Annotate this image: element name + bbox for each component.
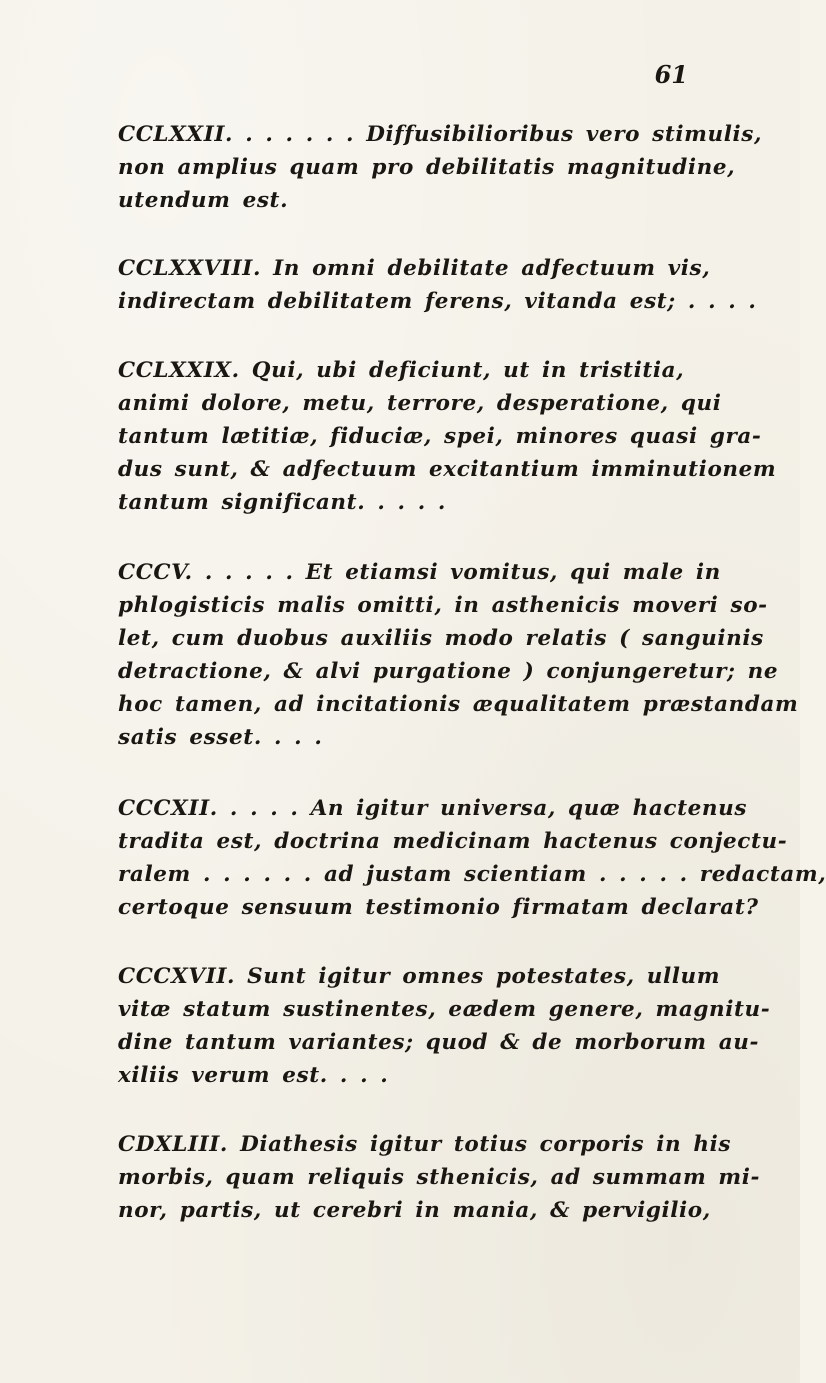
- text-line: detractione, & alvi purgatione ) conjungeretur; ne: [118, 659, 779, 684]
- text-line: CCLXXIX. Qui, ubi deficiunt, ut in tristitia,: [118, 358, 685, 383]
- paragraph-cdxliii: [118, 1128, 761, 1227]
- text-line: utendum est.: [118, 188, 289, 213]
- text-line: phlogisticis malis omitti, in asthenicis moveri so-: [118, 593, 768, 618]
- text-line: xiliis verum est. . . .: [118, 1063, 389, 1088]
- text-line: indirectam debilitatem ferens, vitanda est; . . . .: [118, 289, 757, 314]
- text-line: satis esset. . . .: [118, 725, 323, 750]
- text-line: CCCXVII. Sunt igitur omnes potestates, ullum: [118, 964, 721, 989]
- text-line: vitæ statum sustinentes, eædem genere, magnitu-: [118, 997, 771, 1022]
- text-line: tradita est, doctrina medicinam hactenus conjectu-: [118, 829, 788, 854]
- paragraph-cclxxviii: [118, 252, 757, 318]
- text-line: dus sunt, & adfectuum excitantium imminutionem: [118, 457, 777, 482]
- text-line: certoque sensuum testimonio firmatam declarat?: [118, 895, 759, 920]
- paragraph-cccxii: [118, 792, 826, 924]
- text-line: ralem . . . . . . ad justam scientiam . . . . . redactam,: [118, 862, 826, 887]
- text-line: CDXLIII. Diathesis igitur totius corporis in his: [118, 1132, 732, 1157]
- text-line: let, cum duobus auxiliis modo relatis ( sanguinis: [118, 626, 764, 651]
- text-line: CCCV. . . . . . Et etiamsi vomitus, qui male in: [118, 560, 721, 585]
- paragraph-cccxvii: [118, 960, 771, 1092]
- text-line: animi dolore, metu, terrore, desperatione, qui: [118, 391, 722, 416]
- text-line: morbis, quam reliquis sthenicis, ad summam mi-: [118, 1165, 761, 1190]
- paragraph-cccv: [118, 556, 799, 754]
- text-line: CCCXII. . . . . An igitur universa, quæ hactenus: [118, 796, 748, 821]
- text-line: CCLXXVIII. In omni debilitate adfectuum vis,: [118, 256, 711, 281]
- text-line: dine tantum variantes; quod & de morborum au-: [118, 1030, 759, 1055]
- text-line: tantum significant. . . . .: [118, 490, 446, 515]
- text-line: non amplius quam pro debilitatis magnitudine,: [118, 155, 736, 180]
- text-line: hoc tamen, ad incitationis æqualitatem præstandam: [118, 692, 799, 717]
- paragraph-cclxxix: [118, 354, 777, 519]
- text-line: CCLXXII. . . . . . . Diffusibilioribus vero stimulis,: [118, 122, 763, 147]
- paragraph-cclxxii: [118, 118, 763, 217]
- text-line: nor, partis, ut cerebri in mania, & pervigilio,: [118, 1198, 711, 1223]
- text-line: tantum lætitiæ, fiduciæ, spei, minores quasi gra-: [118, 424, 762, 449]
- page-number: 61: [654, 60, 688, 89]
